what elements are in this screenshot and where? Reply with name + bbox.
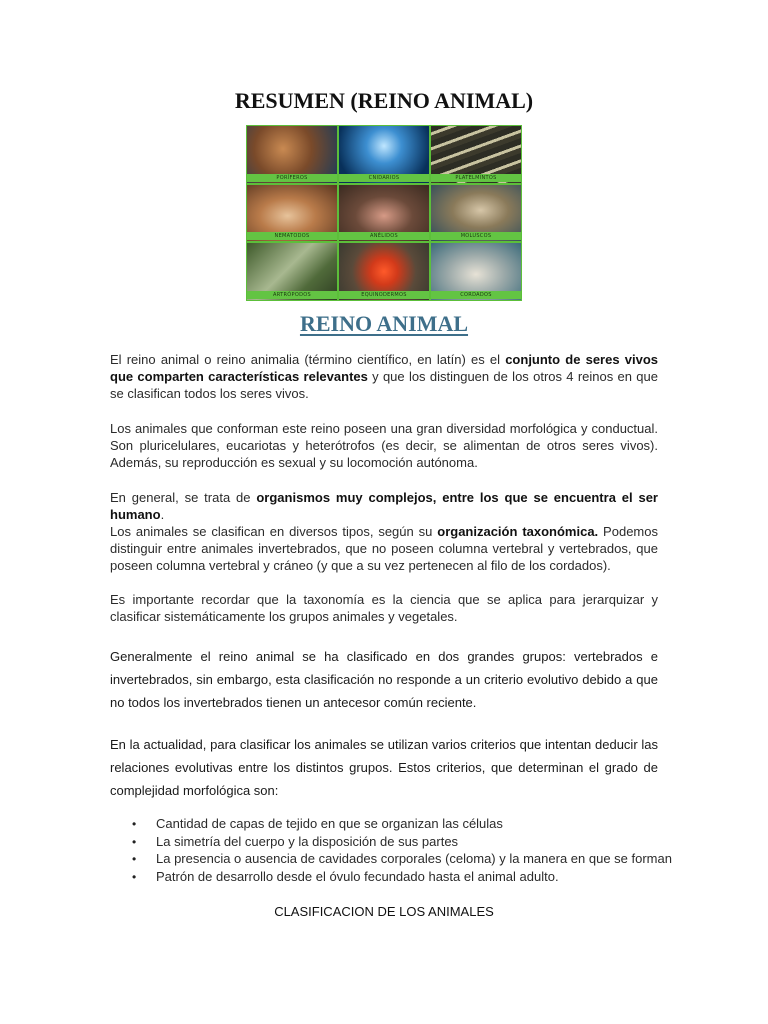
- collage-tile-cnidarios: [339, 126, 429, 183]
- p4-bold: organización taxonómica.: [437, 524, 599, 539]
- paragraph-taxonomy: Es importante recordar que la taxonomía es la ciencia que se aplica para jerarquizar y clasificar sistemáticamente los grupos animales y vegetales.: [110, 592, 658, 624]
- tile-caption: EQUINODERMOS: [339, 291, 429, 299]
- paragraph-complexity: [110, 489, 658, 523]
- p4-text-a: Los animales se clasifican en diversos tipos, según su: [110, 524, 438, 539]
- tile-caption: CORDADOS: [431, 291, 521, 299]
- p4-text-c: Podemos distinguir entre animales invertebrados, que no poseen columna vertebral y vertebrados, que poseen columna vertebral y cráneo (y que a su vez pertenecen al filo de los cordados).: [110, 524, 658, 573]
- tile-caption: MOLUSCOS: [431, 232, 521, 240]
- p3-text-a: En general, se trata de: [110, 490, 257, 505]
- collage-tile-anelidos: [339, 185, 429, 242]
- collage-tile-equinodermos: [339, 243, 429, 300]
- list-item: • La presencia o ausencia de cavidades corporales (celoma) y la manera en que se forman: [156, 851, 704, 868]
- paragraph-criteria-intro: En la actualidad, para clasificar los animales se utilizan varios criterios que intentan deducir las relaciones evolutivas entre los distintos grupos. Estos criterios, que determinan el grado de complejidad morfológica son:: [110, 737, 658, 798]
- section-heading-classification: CLASIFICACION DE LOS ANIMALES: [274, 904, 494, 919]
- p1-text-a: El reino animal o reino animalia (término científico, en latín) es el: [110, 352, 506, 367]
- collage-tile-poriferos: [247, 126, 337, 183]
- list-item: • La simetría del cuerpo y la disposición de sus partes: [156, 834, 704, 851]
- section-subtitle: [0, 311, 768, 337]
- subtitle-text: REINO ANIMAL: [299, 311, 469, 336]
- paragraph-two-groups: Generalmente el reino animal se ha clasificado en dos grandes grupos: vertebrados e invertebrados, sin embargo, esta clasificación no responde a un criterio evolutivo debido a que no todos los invertebrados tienen un antecesor común reciente.: [110, 649, 658, 710]
- collage-tile-nematodos: [247, 185, 337, 242]
- tile-caption: NEMATODOS: [247, 232, 337, 240]
- paragraph-definition: [110, 351, 658, 402]
- tile-caption: PLATELMINTOS: [431, 174, 521, 182]
- list-item: • Cantidad de capas de tejido en que se organizan las células: [156, 816, 704, 833]
- list-item: • Patrón de desarrollo desde el óvulo fecundado hasta el animal adulto.: [156, 869, 704, 886]
- tile-caption: CNIDARIOS: [339, 174, 429, 182]
- criteria-list: [110, 816, 704, 886]
- collage-tile-moluscos: [431, 185, 521, 242]
- p1-text-c: y que los distinguen de los otros 4 reinos en que se clasifican todos los seres vivos.: [110, 369, 658, 401]
- p3-text-c: .: [160, 507, 165, 522]
- animal-kingdom-collage: [246, 125, 522, 301]
- collage-tile-cordados: [431, 243, 521, 300]
- p1-bold: conjunto de seres vivos que comparten características relevantes: [110, 352, 658, 384]
- p3-bold: organismos muy complejos, entre los que se encuentra el ser humano: [110, 490, 658, 522]
- page-title: RESUMEN (REINO ANIMAL): [234, 88, 534, 113]
- collage-tile-artropodos: [247, 243, 337, 300]
- paragraph-characteristics: Los animales que conforman este reino poseen una gran diversidad morfológica y conductual. Son pluricelulares, eucariotas y heterótrofos (es decir, se alimentan de otros seres vivos). Además, su reproducción es sexual y su locomoción autónoma.: [110, 421, 658, 470]
- tile-caption: PORÍFEROS: [247, 174, 337, 182]
- tile-caption: ANÉLIDOS: [339, 232, 429, 240]
- collage-tile-platelmintos: [431, 126, 521, 183]
- tile-caption: ARTRÓPODOS: [247, 291, 337, 299]
- paragraph-classification: [110, 523, 658, 574]
